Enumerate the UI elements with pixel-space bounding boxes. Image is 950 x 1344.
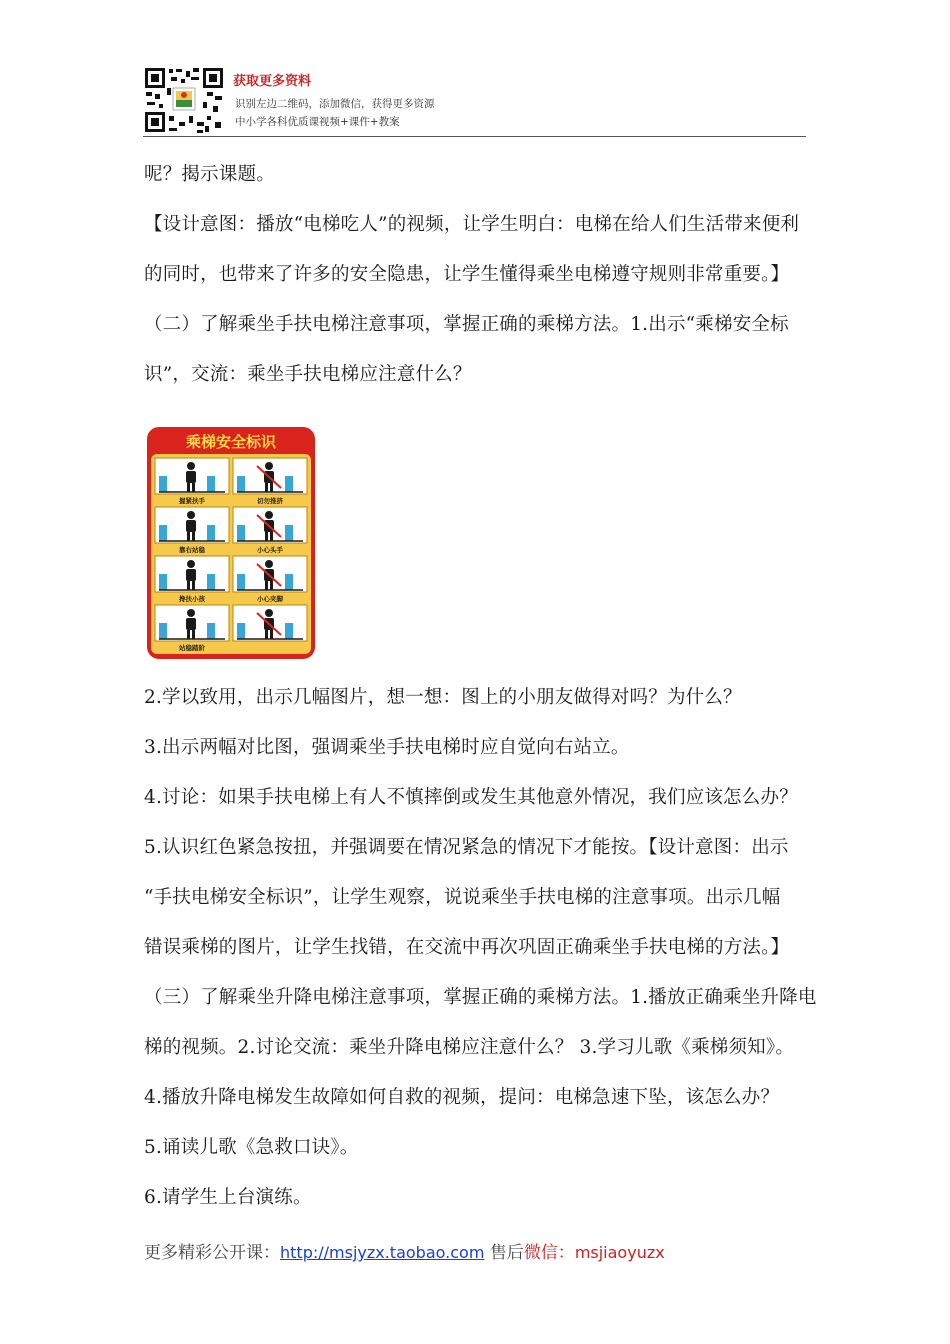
text-line: 5.认识红色紧急按扭，并强调要在情况紧急的情况下才能按。【设计意图：出示: [144, 837, 789, 858]
sign-cell-label: 小心头手: [257, 546, 283, 554]
text-line: 3.出示两幅对比图，强调乘坐手扶电梯时应自觉向右站立。: [144, 737, 630, 758]
sign-title: 乘梯安全标识: [185, 433, 277, 451]
page-header: [143, 66, 806, 136]
person-icon: [187, 462, 195, 470]
header-divider: [143, 136, 806, 137]
text-line: 【设计意图：播放“电梯吃人”的视频，让学生明白：电梯在给人们生活带来便利: [144, 214, 800, 235]
sign-cell-label: 切勿推挤: [257, 497, 283, 505]
footer-link[interactable]: http://msjyzx.taobao.com: [280, 1243, 485, 1262]
footer-prefix: 更多精彩公开课：: [144, 1243, 280, 1263]
person-icon: [187, 609, 195, 617]
person-icon: [265, 511, 273, 519]
sign-cell-label: 搀扶小孩: [179, 595, 205, 603]
text-line: 梯的视频。2.讨论交流：乘坐升降电梯应注意什么？ 3.学习儿歌《乘梯须知》。: [144, 1037, 795, 1058]
footer-wechat-label: 微信：: [523, 1243, 575, 1263]
person-icon: [265, 560, 273, 568]
section-heading: （二）了解乘坐手扶电梯注意事项，掌握正确的乘梯方法。1.出示“乘梯安全标: [144, 314, 789, 335]
text-line: 6.请学生上台演练。: [144, 1187, 312, 1208]
header-title: 获取更多资料: [233, 74, 312, 89]
elevator-safety-sign: [146, 426, 316, 660]
sign-cell-label: 靠右站稳: [179, 546, 205, 554]
sign-cell: [233, 605, 307, 641]
qr-code-icon: [143, 66, 225, 134]
text-line: 呢？揭示课题。: [144, 164, 275, 185]
text-line: 5.诵读儿歌《急救口诀》。: [144, 1137, 359, 1158]
header-tagline: 中小学各科优质课视频+课件+教案: [235, 116, 400, 128]
footer-wechat-id: msjiaoyuzx: [574, 1243, 665, 1262]
page-footer: [144, 1242, 665, 1264]
text-line: 4.播放升降电梯发生故障如何自救的视频，提问：电梯急速下坠，该怎么办？: [144, 1087, 780, 1108]
text-line: 2.学以致用，出示几幅图片，想一想：图上的小朋友做得对吗？为什么？: [144, 687, 742, 708]
text-line: “手扶电梯安全标识”，让学生观察，说说乘坐手扶电梯的注意事项。出示几幅: [144, 887, 781, 908]
text-line: 识”，交流：乘坐手扶电梯应注意什么？: [144, 364, 472, 385]
person-icon: [265, 609, 273, 617]
text-line: 错误乘梯的图片，让学生找错，在交流中再次巩固正确乘坐手扶电梯的方法。】: [144, 937, 790, 958]
person-icon: [187, 560, 195, 568]
header-subtitle: 识别左边二维码，添加微信，获得更多资源: [235, 98, 435, 110]
person-icon: [265, 462, 273, 470]
sign-cell-label: 站稳踏阶: [179, 644, 205, 652]
text-line: 的同时，也带来了许多的安全隐患，让学生懂得乘坐电梯遵守规则非常重要。】: [144, 264, 790, 285]
person-icon: [187, 511, 195, 519]
text-line: 4.讨论：如果手扶电梯上有人不慎摔倒或发生其他意外情况，我们应该怎么办？: [144, 787, 798, 808]
footer-after-sales: 售后: [484, 1243, 524, 1263]
section-heading: （三）了解乘坐升降电梯注意事项，掌握正确的乘梯方法。1.播放正确乘坐升降电: [144, 987, 817, 1008]
sign-cell-label: 小心夹脚: [257, 595, 283, 603]
sign-cell-label: 握紧扶手: [179, 497, 205, 505]
